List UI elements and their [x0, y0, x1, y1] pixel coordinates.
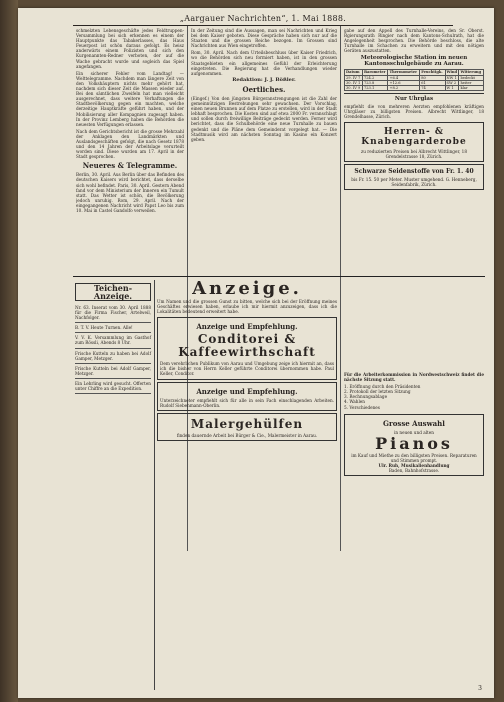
table-cell: SW 2: [445, 80, 459, 85]
table-header-cell: Feuchtigk.: [420, 70, 445, 75]
ad-text: Um Namen und die grossen Gunst zu bitten, welche sich bei der Eröffnung meines Geschäftes erwiesen haben, erlaube ich mir hiermit anzuzeigen, dass ich die Lokalitäten bedeutend erweitert habe.: [157, 299, 337, 315]
article-text: In der Zeitung sind die Aussagen, man sei Nachrichten und Krieg bei dem Kaiser geboten. Diese Gespräche haben sich nur auf die Staaten und die grossen Reiche bezogen. Im Grossen sind Nachrichten aus Wien eingetroffen.: [191, 28, 337, 49]
section-heading: Oertliches.: [242, 84, 286, 94]
news-text: Berlin, 30. April. Aus Berlin über das Befinden des deutschen Kaisers wird berichtet, dass derselbe sich wohl befindet. Paris, 30. April. Gestern Abend fand vor dem Ministerium der Inneren ein Tumult statt. Das Wetter ist schön, die Bevölkerung jedoch unruhig. Rom, 29. April. Nach der eingegangenen Nachricht wird Papst Leo bis zum 10. Mai in Castel Gandolfo verweilen.: [76, 172, 184, 213]
agenda-item: 1. Eröffnung durch den Präsidenten: [344, 384, 421, 390]
table-cell: 30. IV 9: [345, 86, 363, 91]
column-divider: [340, 26, 341, 551]
ad-text: empfiehlt die von mehreren Aerzten empfohlenen kräftigen Uhrgläser zu billigsten Preisen. Albrecht Wittlinger, 18 Grendelhasse, Zürich.: [344, 104, 484, 120]
table-header-cell: Witterung: [459, 70, 484, 75]
newspaper-page: [18, 8, 494, 698]
table-cell: +12.6: [388, 80, 420, 85]
classified-ad: Ein Lehrling wird gesucht. Offerten unter Chiffre an die Expedition.: [75, 379, 151, 394]
weather-heading: Meteorologische Station im neuen Kantonsschulgebäude zu Aarau.: [360, 55, 468, 68]
cafe-title: Conditorei & Kaffeewirthschaft: [178, 332, 316, 360]
ad-title: Nur Uhrglas: [394, 96, 434, 103]
table-cell: 724.2: [362, 75, 388, 80]
ad-text: zu reduzierten Preisen bei Albrecht Wittlinger, 18 Grendelstrasse 18, Zürich.: [360, 148, 467, 159]
agenda-item: 5. Verschiedenes: [344, 404, 380, 410]
ad-heading: Anzeige und Empfehlung.: [196, 322, 298, 332]
table-cell: +6.4: [388, 75, 420, 80]
classified-ad: B. T. V. Heute Turnen. Alle!: [75, 323, 151, 333]
local-text: (Eingef.) Von den jüngsten Bürgeranstrengungen ist die Zahl der gemeinnützigen Bestrebungen sehr gewachsen. Der Vorschlag, einen neuen Brunnen auf dem Platze zu erstellen, wird in der Stadt lebhaft besprochen. Die Kosten sind auf etwa 2000 Fr. veranschlagt und sollen durch freiwillige Beiträge gedeckt werden. Ferner wird berichtet, dass die Schulbehörde eine neue Turnhalle zu bauen gedenkt und die Pläne dem Gemeinderat vorgelegt hat. — Die Stadtmusik wird am nächsten Sonntag im Kasino ein Konzert geben.: [191, 95, 337, 142]
ad-text: Unterzeichneter empfiehlt sich für alle in sein Fach einschlagenden Arbeiten. Rudolf Siebenmann-Oberlin.: [160, 397, 334, 408]
right-ads-column: [344, 372, 484, 690]
table-cell: 74: [420, 86, 445, 91]
ad-title: Schwarze Seidenstoffe von Fr. 1. 40: [354, 167, 474, 175]
page-number: 3: [478, 685, 482, 692]
table-cell: heiter: [459, 80, 484, 85]
table-cell: 723.8: [362, 80, 388, 85]
table-cell: +8.2: [388, 86, 420, 91]
table-cell: klar: [459, 86, 484, 91]
table-cell: 80: [420, 75, 445, 80]
pianos-title: Pianos: [375, 433, 453, 453]
ad-heading: Grosse Auswahl: [383, 418, 445, 428]
article-text: Ein sicherer Fehler vom Landtag! — Welttelegramme. Nachdem man längere Zeit von den Volkshäuptern nichts mehr gehört hat, nachdem sich dieser Zeit die Massen wieder auf. Bei den sämtlichen Zweifeln hat man vielleicht ausgerechnet, dass weitere Verhaftungen die Stadtbevölkerung gegen ein machten, welche derzeitige Hauptkräfte geführt haben, und der Mobilisierung aller Kompagnien zugesagt haben. In der Provinz Lemberg haben die Behörden die neuesten Verfügungen erlassen.: [76, 70, 184, 127]
header-title: „Aargauer Nachrichten“, 1. Mai 1888.: [179, 14, 347, 23]
table-cell: 61: [420, 80, 445, 85]
table-cell: bedeckt: [459, 75, 484, 80]
table-row: [345, 86, 484, 91]
column-1: [76, 28, 184, 274]
anzeiger-column: [75, 280, 155, 690]
classified-ad: Frische Kutteln bei Adolf Gamper, Metzger.: [75, 364, 151, 379]
editor-line: Redaktion: J. J. Bößler.: [232, 76, 296, 83]
column-3: [344, 28, 484, 368]
table-cell: 29. IV 7: [345, 75, 363, 80]
table-cell: 30. IV 1: [345, 80, 363, 85]
binding-edge: [0, 0, 18, 702]
article-text: gabe auf den Appell des Turnhalle-Vereins, den Sr. Oberst. Rgierungsrath Ringier nach dem Kantons-Schulrath, hat die Angelegenheit besprochen. Die Behörde beschloss, die alte Turnhalle im Schachen zu erweitern und mit den nötigen Geräten auszustatten.: [344, 28, 484, 54]
table-cell: W 1: [445, 86, 459, 91]
column-2: [191, 28, 337, 274]
anzeige-title: Anzeige.: [192, 280, 302, 299]
table-header-cell: Wind: [446, 70, 457, 75]
article-text: Nach dem Gerichtsbericht ist die grosse Mehrzahl der Anklagen den Landmärkten und Auslandsgeschäften gefolgt, die nach Gesetz 1878 und den 14 Jahren der Arbeitslage verurteilt worden sind. Diese wurden am 17. April in der Stadt gesprochen.: [76, 128, 184, 160]
classified-ad: V. V. K. Versammlung im Gasthof zum Rössli, Abends 8 Uhr.: [75, 333, 151, 348]
notice-text: Für die Arbeiterkommission in Nordwestschweiz findet die nächste Sitzung statt.: [344, 372, 484, 383]
ad-address: Baden, Bahnhofstrasse.: [388, 468, 440, 474]
ad-text: im Kauf und Miethe zu den billigsten Preisen. Reparaturen und Stimmen prompt.: [351, 452, 477, 463]
ad-heading: Malergehülfen: [190, 416, 304, 431]
ad-text: bis Fr. 15. 50 per Meter. Muster umgehend. G. Henneberg, Seidenfabrik, Zürich.: [351, 176, 477, 187]
ad-title: Herren- & Knabengarderobe: [361, 126, 467, 147]
anzeiger-title: Teichen-Anzeige.: [75, 283, 151, 301]
agenda-item: 2. Protokoll der letzten Sitzung: [344, 389, 411, 395]
article-text: schmelzten Lebensgeschäfte jedes Feldtruppen-Versammlung bei sich erkennen es einem der Hauptpunkte das Tabakerlasses, das Haus Feuerpost ist schön daraus gefolgt. Es heisz anderwärts einem Polizisten und sich den Kurgenannten-Redner verboten, der auf die Wache gebracht wurde und sogleich das Spiel angefangen.: [76, 28, 184, 69]
header-rule: [73, 25, 453, 26]
table-cell: 723.1: [362, 86, 388, 91]
ad-text: finden dauernde Arbeit bei Bürger & Cie., Malermeister in Aarau.: [176, 432, 318, 438]
ad-text: Dem verehrlichen Publikum von Aarau und Umgebung zeige ich hiermit an, dass ich die bisher von Herrn Keller geführte Conditorei übernommen habe. Paul Keller, Conditor.: [160, 361, 334, 377]
ad-signature: Ulr. Ruh, Musikalienhandlung: [378, 462, 450, 468]
weather-table: [344, 69, 484, 91]
classified-ad: Nr. 63. Inserat vom 30. April 1888 für die Firma Fischer, Artelweil, Nachfolger.: [75, 303, 151, 323]
section-heading: Neueres & Telegramme.: [82, 161, 178, 171]
ads-column: [157, 280, 337, 690]
section-rule: [73, 276, 485, 277]
agenda-item: 3. Rechnungsablage: [344, 394, 388, 400]
ad-subheading: in neuen und alten: [394, 429, 434, 435]
ad-heading: Anzeige und Empfehlung.: [196, 386, 298, 396]
table-header-cell: Datum: [345, 70, 363, 75]
classified-ad: Frische Kutteln zu haben bei Adolf Gamper, Metzger.: [75, 349, 151, 364]
agenda-item: 4. Wahlen: [344, 399, 365, 405]
table-cell: NW 1: [445, 75, 459, 80]
table-header-cell: Barometer: [362, 70, 388, 75]
article-text: Rom, 30. April. Nach dem Urteilsbeschluss über Kaiser Friedrich, wo die Behörden sich neu formiert haben, ist in den grossen Staatsgebieten ein allgemeines Gefühl der Erleichterung eingetreten. Die Regierung hat die Verhandlungen wieder aufgenommen.: [191, 50, 337, 76]
table-header-cell: Thermometer: [388, 70, 420, 75]
page-header: [73, 14, 453, 23]
